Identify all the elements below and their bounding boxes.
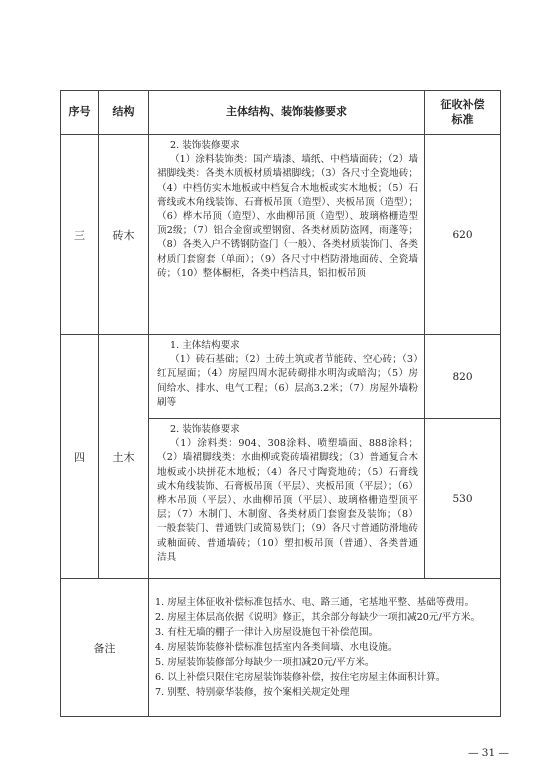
note-line: 5. 房屋装饰装修部分每缺少一项扣减20元/平方米。 (155, 657, 375, 668)
header-main-requirements: 主体结构、装饰装修要求 (149, 91, 425, 135)
row-structure: 砖木 (99, 135, 149, 335)
note-line: 7. 别墅、特别豪华装修，按个案相关规定处理 (155, 687, 350, 698)
row-structure: 土木 (99, 335, 149, 579)
row-requirements (149, 135, 425, 335)
table-header-row (61, 91, 501, 135)
requirements-text: （1）砖石基础；（2）土砖土筑或者节能砖、空心砖；（3）红瓦屋面；（4）房屋四周水泥砖砌排水明沟或暗沟；（5）房间给水、排水、电气工程；（6）层高3.2米；（7）房屋外墙粉刷等 (157, 354, 418, 408)
row-price: 620 (425, 135, 501, 335)
row-price: 530 (425, 419, 501, 579)
header-price-line1: 征收补偿 (440, 97, 485, 111)
note-line: 2. 房屋主体层高依据《说明》修正，其余部分每缺少一项扣减20元/平方米。 (155, 612, 481, 623)
note-line: 4. 房屋装饰装修补偿标准包括室内各类间墙、水电设施。 (155, 642, 398, 653)
requirements-heading: 1. 主体结构要求 (170, 340, 240, 351)
row-no: 四 (61, 335, 99, 579)
notes-row (61, 579, 501, 717)
note-line: 3. 有柱无墙的棚子一律计入房屋设施包干补偿范围。 (155, 627, 379, 638)
requirements-heading: 2. 装饰装修要求 (170, 424, 240, 435)
row-price: 820 (425, 335, 501, 419)
row-no: 三 (61, 135, 99, 335)
page-number: — 31 — (467, 747, 509, 759)
header-price (425, 91, 501, 135)
note-line: 6. 以上补偿只限住宅房屋装饰装修补偿，按住宅房屋主体面积计算。 (155, 672, 446, 683)
header-structure: 结构 (99, 91, 149, 135)
row-requirements (149, 419, 425, 579)
header-no: 序号 (61, 91, 99, 135)
requirements-heading: 2. 装饰装修要求 (170, 140, 240, 151)
note-line: 1. 房屋主体征收补偿标准包括水、电、路三通，宅基地平整、基础等费用。 (155, 597, 475, 608)
requirements-text: （1）涂料类：904、308涂料、喷塑墙面、888涂料；（2）墙裙脚线类：水曲柳或瓷砖墙裙脚线；（3）普通复合木地板或小块拼花木地板；（4）各尺寸陶瓷地砖；（5）石膏线或木角线装饰、石膏板吊顶（平层）、夹板吊顶（平层）；（6）桦木吊顶（平层）、水曲柳吊顶（平层）、玻璃格栅造型顶平层；（7）木制门、木制窗、各类材质门套窗套及装饰；（8）一般套装门、普通铁门或简易铁门；（9）各尺寸普通防滑地砖或釉面砖、普通墙砖；（10）塑扣板吊顶（普通）、各类普通洁具 (157, 438, 418, 563)
table-row (61, 135, 501, 335)
notes-label: 备注 (61, 579, 149, 717)
row-requirements (149, 335, 425, 419)
header-price-line2: 标准 (451, 112, 474, 126)
requirements-text: （1）涂料装饰类：国产墙漆、墙纸、中档墙面砖；（2）墙裙脚线类：各类木质板材质墙裙脚线；（3）各尺寸全瓷地砖；（4）中档仿实木地板或中档复合木地板或实木地板；（5）石膏线或木角线装饰、石膏板吊顶（造型）、夹板吊顶（造型）；（6）桦木吊顶（造型）、水曲柳吊顶（造型）、玻璃格栅造型顶2级；（7）铝合金窗或塑钢窗、各类材质防盗网，雨蓬等；（8）各类入户不锈钢防盗门（一般）、各类材质装饰门、各类材质门套窗套（单面）；（9）各尺寸中档防滑地面砖、全瓷墙砖；（10）整体橱柜，各类中档洁具，铝扣板吊顶 (157, 154, 418, 279)
notes-content (149, 579, 501, 717)
table-row (61, 335, 501, 419)
compensation-standard-table (60, 90, 501, 717)
